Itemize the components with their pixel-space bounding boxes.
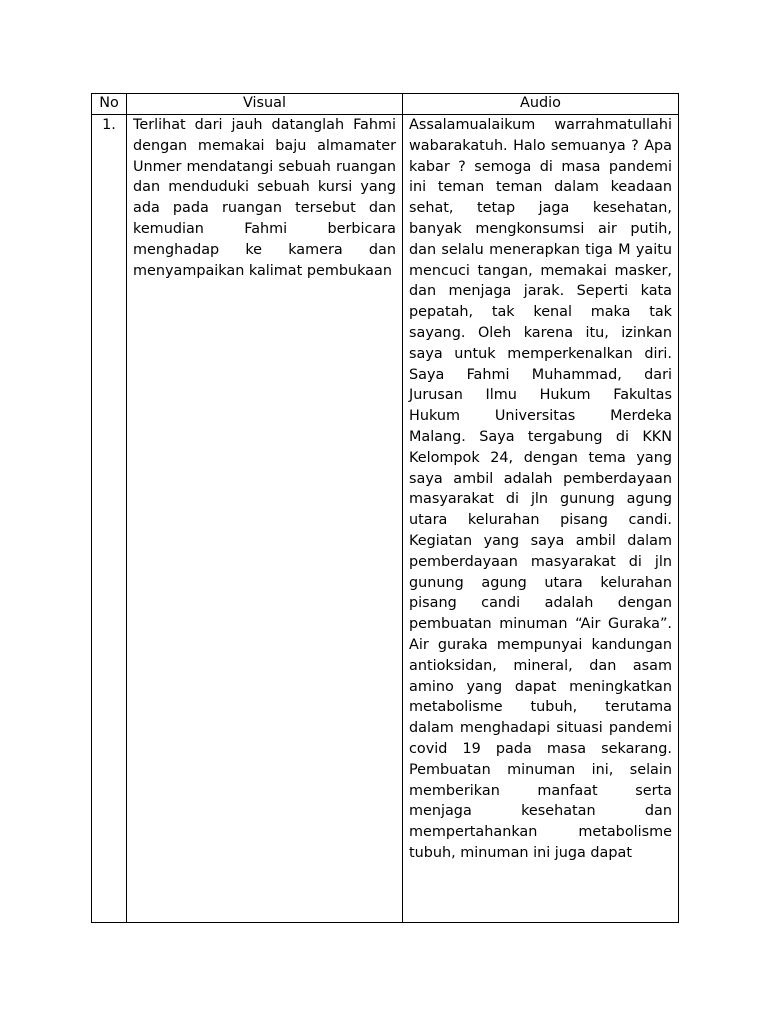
row-number: 1. [92,115,127,923]
header-audio: Audio [403,94,679,115]
table-body [92,115,679,923]
visual-description: Terlihat dari jauh datanglah Fahmi dengan memakai baju almamater Unmer mendatangi sebuah ruangan dan menduduki sebuah kursi yang ada pada ruangan tersebut dan kemudian Fahmi berbicara menghadap ke kamera dan menyampaikan kalimat pembukaan [127,115,403,923]
script-table [91,93,679,923]
table-header [92,94,679,115]
audio-narration: Assalamualaikum warrahmatullahi wabarakatuh. Halo semuanya ? Apa kabar ? semoga di masa pandemi ini teman teman dalam keadaan sehat, tetap jaga kesehatan, banyak mengkonsumsi air putih, dan selalu menerapkan tiga M yaitu mencuci tangan, memakai masker, dan menjaga jarak. Seperti kata pepatah, tak kenal maka tak sayang. Oleh karena itu, izinkan saya untuk memperkenalkan diri. Saya Fahmi Muhammad, dari Jurusan Ilmu Hukum Fakultas Hukum Universitas Merdeka Malang. Saya tergabung di KKN Kelompok 24, dengan tema yang saya ambil adalah pemberdayaan masyarakat di jln gunung agung utara kelurahan pisang candi. Kegiatan yang saya ambil dalam pemberdayaan masyarakat di jln gunung agung utara kelurahan pisang candi adalah dengan pembuatan minuman “Air Guraka”. Air guraka mempunyai kandungan antioksidan, mineral, dan asam amino yang dapat meningkatkan metabolisme tubuh, terutama dalam menghadapi situasi pandemi covid 19 pada masa sekarang. Pembuatan minuman ini, selain memberikan manfaat serta menjaga kesehatan dan mempertahankan metabolisme tubuh, minuman ini juga dapat [403,115,679,923]
header-no: No [92,94,127,115]
header-visual: Visual [127,94,403,115]
table-row [92,115,679,923]
header-row [92,94,679,115]
